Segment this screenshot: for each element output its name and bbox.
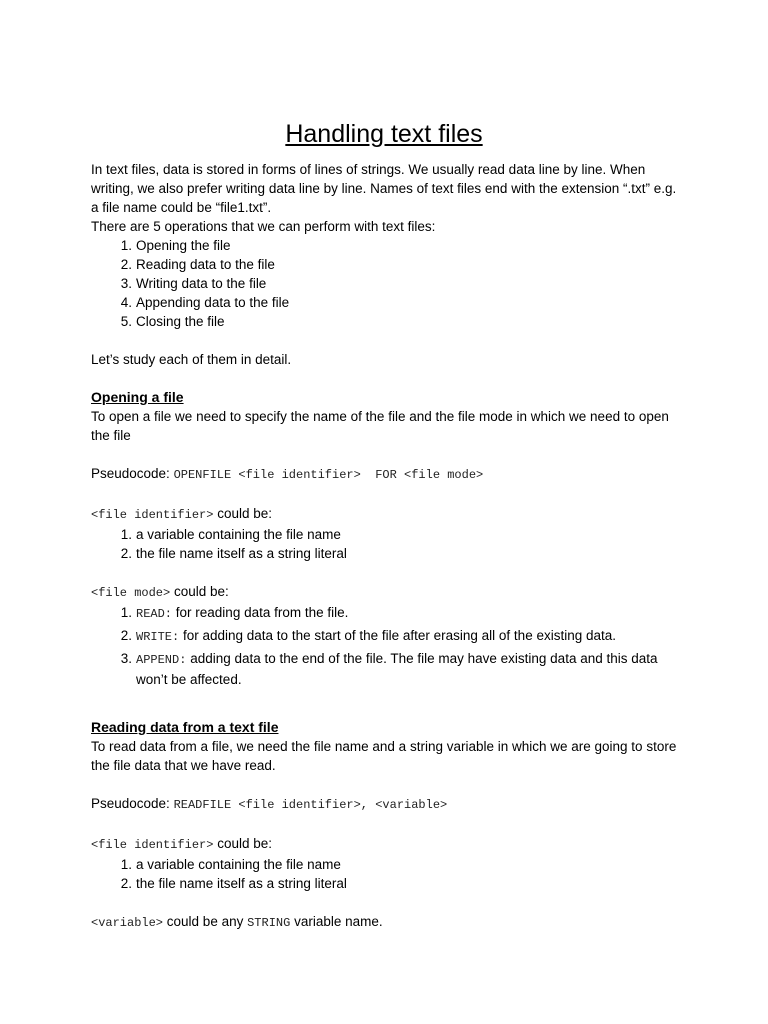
reading-file-identifier-list	[91, 855, 768, 893]
list-item: 5. Closing the file	[120, 314, 225, 329]
file-mode-list	[91, 603, 768, 689]
reading-pseudocode: Pseudocode: READFILE <file identifier>, <variable>	[91, 796, 448, 812]
operations-intro: There are 5 operations that we can perform with text files:	[91, 219, 436, 234]
list-item: 2. WRITE: for adding data to the start of the file after erasing all of the existing data.	[120, 628, 616, 644]
list-item: 3. APPEND: adding data to the end of the file. The file may have existing data and this data won’t be affected.	[120, 651, 658, 687]
operations-list	[91, 236, 768, 331]
list-item: 2. Reading data to the file	[120, 257, 275, 272]
opening-pseudocode: Pseudocode: OPENFILE <file identifier> FOR <file mode>	[91, 466, 484, 482]
opening-file-identifier-line: <file identifier> could be:	[91, 506, 272, 522]
list-item: 3. Writing data to the file	[120, 276, 267, 291]
list-item: 1. READ: for reading data from the file.	[120, 605, 349, 621]
reading-description: To read data from a file, we need the file name and a string variable in which we are going to store the file data that we have read.	[91, 739, 677, 773]
page-title: Handling text files	[285, 120, 483, 148]
file-mode-line: <file mode> could be:	[91, 584, 229, 600]
list-item: 2. the file name itself as a string literal	[120, 876, 347, 891]
reading-file-identifier-line: <file identifier> could be:	[91, 836, 272, 852]
study-note: Let’s study each of them in detail.	[91, 352, 292, 367]
opening-description: To open a file we need to specify the name of the file and the file mode in which we need to open the file	[91, 409, 669, 443]
opening-file-identifier-list	[91, 525, 768, 563]
section-heading-opening: Opening a file	[91, 389, 184, 405]
section-heading-reading: Reading data from a text file	[91, 719, 279, 735]
list-item: 1. a variable containing the file name	[120, 857, 341, 872]
list-item: 4. Appending data to the file	[120, 295, 290, 310]
list-item: 1. a variable containing the file name	[120, 527, 341, 542]
intro-paragraph: In text files, data is stored in forms of lines of strings. We usually read data line by line. When writing, we also prefer writing data line by line. Names of text files end with the extension “.txt” e.g. a file name could be “file1.txt”.	[91, 162, 677, 215]
list-item: 2. the file name itself as a string literal	[120, 546, 347, 561]
variable-line: <variable> could be any STRING variable name.	[91, 914, 383, 930]
list-item: 1. Opening the file	[120, 238, 231, 253]
